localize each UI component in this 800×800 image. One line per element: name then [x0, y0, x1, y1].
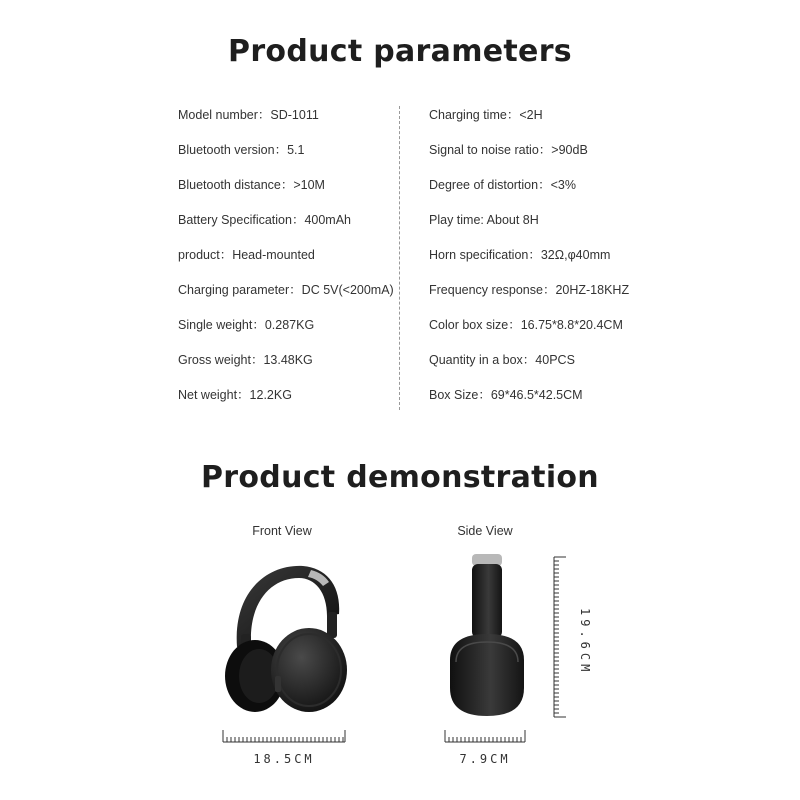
spec-row: Battery Specification：400mAh	[178, 213, 352, 227]
column-divider	[399, 106, 400, 410]
spec-row: Model number：SD-1011	[178, 108, 319, 122]
height-ruler	[552, 556, 568, 718]
side-width-label: 7.9CM	[459, 752, 511, 766]
spec-row: Bluetooth version：5.1	[178, 143, 305, 157]
spec-row: Frequency response：20HZ-18KHZ	[429, 283, 630, 297]
spec-row: Signal to noise ratio：>90dB	[429, 143, 588, 157]
spec-row: Box Size：69*46.5*42.5CM	[429, 388, 583, 402]
spec-row: Degree of distortion：<3%	[429, 178, 576, 192]
side-view-label: Side View	[457, 524, 513, 538]
spec-row: Net weight：12.2KG	[178, 388, 292, 402]
spec-row: Quantity in a box：40PCS	[429, 353, 575, 367]
spec-row: Single weight：0.287KG	[178, 318, 315, 332]
demonstration-title: Product demonstration	[201, 460, 599, 495]
front-width-label: 18.5CM	[253, 752, 315, 766]
spec-row: Charging time：<2H	[429, 108, 543, 122]
front-width-ruler	[222, 728, 346, 744]
specs-left-column	[178, 98, 394, 413]
height-label: 19.6CM	[578, 608, 592, 676]
specs-right-column	[429, 98, 629, 413]
spec-row: product：Head-mounted	[178, 248, 315, 262]
spec-row: Play time: About 8H	[429, 213, 539, 227]
spec-row: Bluetooth distance：>10M	[178, 178, 325, 192]
spec-row: Horn specification：32Ω,φ40mm	[429, 248, 611, 262]
parameters-title: Product parameters	[228, 34, 572, 69]
headphone-front-image	[215, 552, 355, 722]
spec-row: Gross weight：13.48KG	[178, 353, 313, 367]
spec-row: Charging parameter：DC 5V(<200mA)	[178, 283, 394, 297]
side-width-ruler	[444, 728, 526, 744]
front-view-label: Front View	[252, 524, 312, 538]
headphone-side-image	[438, 552, 528, 722]
spec-row: Color box size：16.75*8.8*20.4CM	[429, 318, 623, 332]
